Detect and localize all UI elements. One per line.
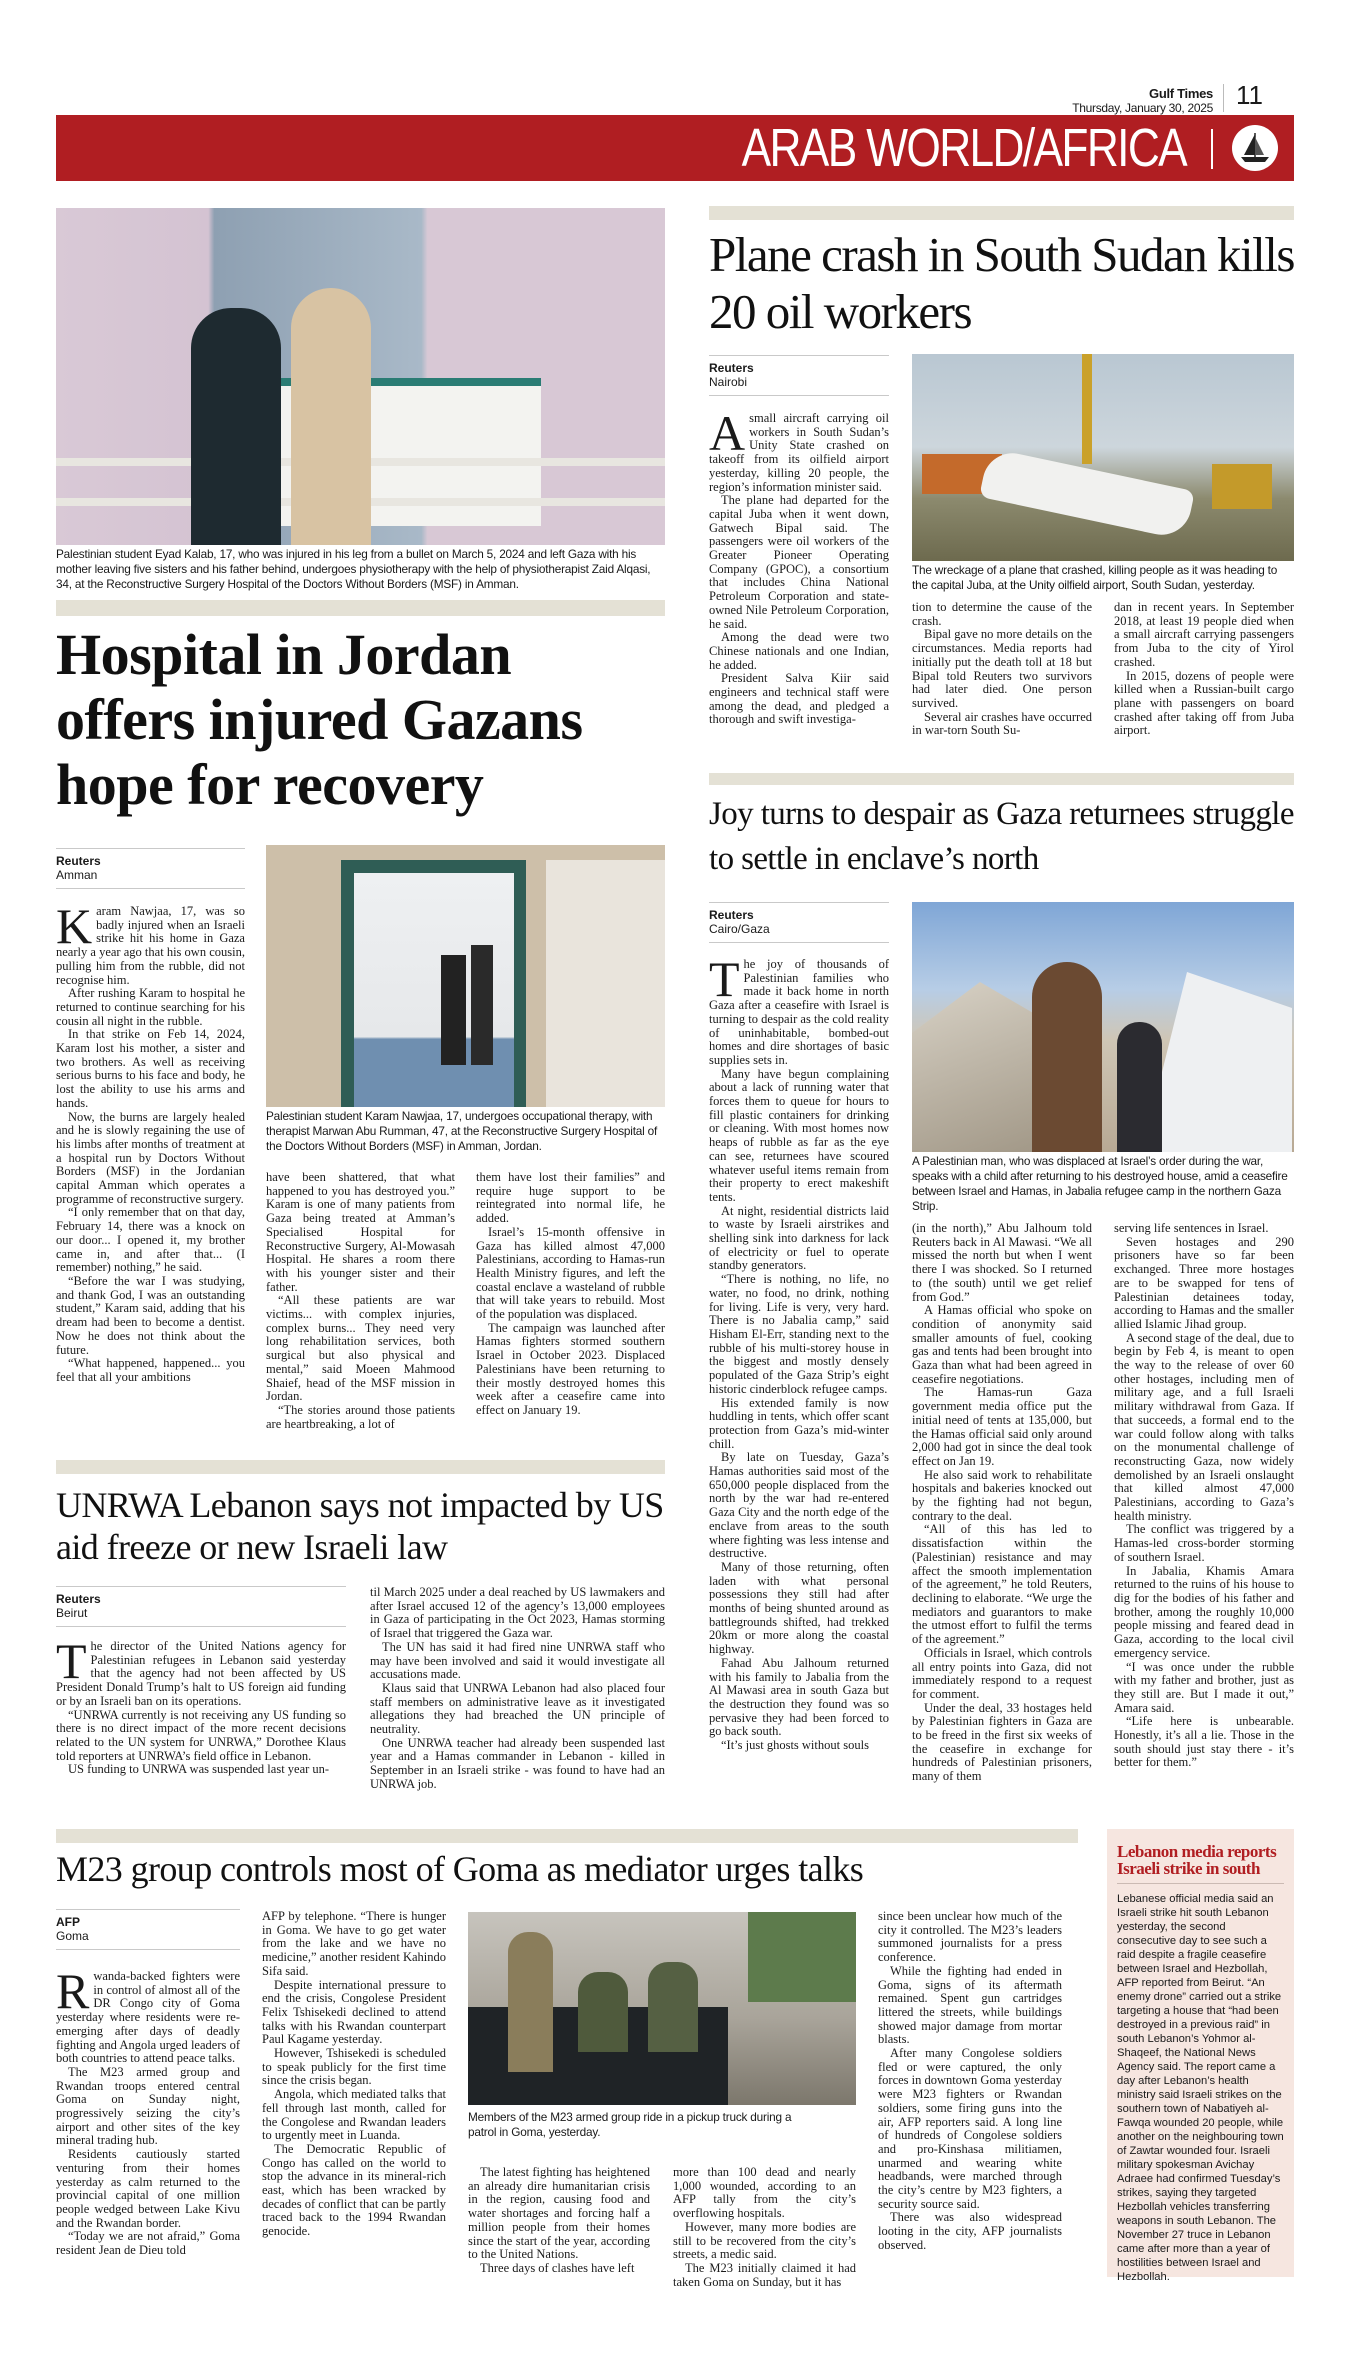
paragraph: A Hamas official who spoke on condition of anonymity said smaller amounts of fuel, cooking gas and tents had been brought into Gaza than what had been agreed in ceasefire negotiations. [912,1303,1092,1386]
plane-wreckage-photo [912,354,1294,561]
byline [709,355,889,396]
paragraph: “There is nothing, no life, no water, no food, no drink, nothing for living. Life is very, very hard. There is no Jabalia camp,” said Hisham El-Err, standing next to the rubble of his multi-storey house in the biggest and mostly densely populated of the Gaza Strip’s eight historic cinderblock refugee camps. [709,1272,889,1396]
paragraph: While the fighting had ended in Goma, signs of its aftermath remained. Spent gun cartridges littered the streets, while buildings showed major damage from mortar blasts. [878,1963,1062,2047]
banner-divider [1211,129,1213,169]
paragraph: The plane had departed for the capital Juba when it went down, Gatwech Bipal said. The passengers were oil workers of the Greater Pioneer Operating Company (GPOC), a consortium that includes China National Petroleum Corporation and state-owned Nile Petroleum Corporation, he said. [709,493,889,631]
byline [56,1909,240,1950]
paragraph: Despite international pressure to end the crisis, Congolese President Felix Tshisekedi declined to attend talks with his Rwandan counterpart Paul Kagame yesterday. [262,1977,446,2047]
paragraph: The joy of thousands of Palestinian families who made it back home in north Gaza after a ceasefire with Israel is turning to despair as the cold reality of uninhabitable, bombed-out homes and dire shortages of basic supplies sets in. [709,951,889,1067]
paragraph: He also said work to rehabilitate hospitals and bakeries knocked out by the fighting had not begun, contrary to the deal. [912,1467,1092,1523]
section-banner [56,115,1294,181]
paragraph: “Life here is unbearable. Honestly, it’s all a lie. Those in the south should just stay there - it’s better for them.” [1114,1714,1294,1770]
text-column [476,1171,665,1437]
paragraph: Now, the burns are largely healed and he is slowly regaining the use of his limbs after months of treatment at a hospital run by Doctors Without Borders (MSF) in the Jordanian capital Amman which operates a programme of reconstructive surgery. [56,1109,245,1206]
paragraph: In Jabalia, Khamis Amara returned to the ruins of his house to dig for the bodies of his father and brother, among the roughly 10,000 people missing and feared dead in Gaza, according to the local civil emergency service. [1114,1563,1294,1660]
paragraph: “All of this has led to dissatisfaction within the (Palestinian) resistance and may affect the smooth implementation of the agreement,” he told Reuters, declining to elaborate. “We urge the mediators and guarantors to make the utmost effort to fulfil the terms of the agreement.” [912,1522,1092,1647]
text-column [878,1910,1062,2300]
paragraph: Angola, which mediated talks that fell through last month, called for the Congolese and Rwandan leaders to urgently meet in Luanda. [262,2087,446,2143]
byline-location: Nairobi [709,375,748,389]
paragraph: The Hamas-run Gaza government media office put the initial need of tents at 135,000, but the Hamas official said only around 2,000 had got in since the deal took effect on Jan 19. [912,1385,1092,1468]
paragraph: Rwanda-backed fighters were in control of almost all of the DR Congo city of Goma yesterday where residents were re-emerging after days of deadly fighting and Angola urged leaders of both countries to attend peace talks. [56,1963,240,2066]
photo-caption: The wreckage of a plane that crashed, killing people as it was heading to the capital Juba, at the Unity oilfield airport, South Sudan, yesterday. [912,563,1278,592]
publication-date: Thursday, January 30, 2025 [1072,101,1213,115]
photo-caption: Palestinian student Karam Nawjaa, 17, undergoes occupational therapy, with therapist Marwan Abu Rumman, 47, at the Reconstructive Surgery Hospital of the Doctors Without Borders (MSF) in Amman, Jordan. [266,1109,658,1153]
paragraph: “Before the war I was studying, and thank God, I was an outstanding student,” Karam said, adding that his dream had been to become a dentist. Now he does not think about the future. [56,1273,245,1357]
byline-location: Amman [56,868,98,882]
text-column [1114,601,1294,761]
paragraph: President Salva Kiir said engineers and technical staff were among the dead, and pledged a thorough and swift investiga- [709,671,889,727]
paragraph: Fahad Abu Jalhoum returned with his family to Jabalia from the Al Mawasi area in south Gaza but the destruction they found was so pervasive they had been forced to go back south. [709,1655,889,1739]
paragraph: Among the dead were two Chinese nationals and one Indian, he added. [709,630,889,672]
paragraph: “I only remember that on that day, February 14, there was a knock on our door... I opened it, my brother came in, and after that... (I remember) nothing,” he said. [56,1205,245,1275]
paragraph: Under the deal, 33 hostages held by Palestinian fighters in Gaza are to be freed in the first six weeks of the ceasefire in exchange for hundreds of Palestinian prisoners, many of them [912,1700,1092,1784]
text-column [1114,1222,1294,1814]
paragraph: dan in recent years. In September 2018, at least 19 people died when a small aircraft carrying passengers from Juba to the city of Yirol crashed. [1114,600,1294,669]
masthead-divider [1223,84,1224,112]
paragraph: “What happened, happened... you feel that all your ambitions [56,1356,245,1384]
text-column [56,1963,240,2350]
paragraph: “I was once under the rubble with my father and brother, just as they still are. But I made it out,” Amara said. [1114,1659,1294,1715]
byline-location: Beirut [56,1606,88,1620]
paragraph: “All these patients are war victims... with complex injuries, complex burns... They need very long rehabilitation services, both surgical but also physical and mental,” said Moeen Mahmood Shaief, head of the MSF mission in Jordan. [266,1293,455,1404]
paragraph: The M23 armed group and Rwandan troops entered central Goma on Sunday night, progressively seizing the city’s airport and other sites of the key mineral trading hub. [56,2064,240,2148]
occupational-therapy-photo [266,845,665,1107]
paragraph: AFP by telephone. “There is hunger in Goma. We have to go get water from the lake and we have no medicine,” another resident Kahindo Sifa said. [262,1909,446,1978]
paragraph: The campaign was launched after Hamas fighters stormed southern Israel in October 2023. Displaced Palestinians have been returning to their mostly destroyed homes this week after a ceasefire came into effect on January 19. [476,1320,665,1417]
paragraph: There was also widespread looting in the city, AFP journalists observed. [878,2210,1062,2252]
photo-caption: Members of the M23 armed group ride in a pickup truck during a patrol in Goma, yesterday. [468,2110,792,2139]
byline [56,848,245,889]
paragraph: “Today we are not afraid,” Goma resident Jean de Dieu told [56,2229,240,2258]
text-column [468,2166,650,2351]
paragraph: “UNRWA currently is not receiving any US funding so there is no direct impact of the more recent decisions related to the UN system for UNRWA,” Dorothee Klaus told reporters at UNRWA’s field office in Lebanon. [56,1707,346,1763]
text-column [912,1222,1092,1814]
text-column [709,951,889,1814]
paragraph: Several air crashes have occurred in war-torn South Su- [912,709,1092,738]
sidebar-title[interactable]: Lebanon media reports Israeli strike in south [1117,1843,1284,1884]
news-brief-sidebar [1107,1829,1294,2283]
byline-location: Goma [56,1929,89,1943]
paragraph: Many have begun complaining about a lack of running water that forces them to queue for hours to fill plastic containers for drinking or cleaning. With most homes now heaps of rubble as far as the eye can see, returnees have scoured whatever useful items remain from their property to erect makeshift tents. [709,1066,889,1204]
sidebar-body: Lebanese official media said an Israeli strike hit south Lebanon yesterday, the second consecutive day to see such a raid despite a fragile ceasefire between Israel and Hezbollah, AFP reported from Beirut. “An enemy drone” carried out a strike targeting a house that “had been destroyed in a previous raid” in south Lebanon’s Yohmor al-Shaqeef, the National News Agency said. The report came a day after Lebanon’s health ministry said Israeli strikes on the southern town of Nabatiyeh al-Fawqa wounded 20 people, while another on the neighbouring town of Zawtar wounded four. Israeli military spokesman Avichay Adraee had confirmed Tuesday’s strikes, saying they targeted Hezbollah vehicles transferring weapons in south Lebanon. The November 27 truce in Lebanon came after more than a year of hostilities between Israel and Hezbollah. [1117,1893,1284,2283]
paragraph: The Democratic Republic of Congo has called on the world to stop the advance in its mineral-rich east, which has been wracked by decades of conflict that can be partly traced back to the 1994 Rwandan genocide. [262,2141,446,2239]
paragraph: The UN has said it had fired nine UNRWA staff who may have been involved and said it would investigate all accusations made. [370,1639,665,1682]
paragraph: Asmall aircraft carrying oil workers in South Sudan’s Unity State crashed on takeoff from its oilfield airport yesterday, killing 20 people, the region’s information minister said. [709,405,889,494]
article-headline[interactable]: UNRWA Lebanon says not impacted by US aid freeze or new Israeli law [56,1485,664,1567]
byline [56,1586,346,1627]
paragraph: Bipal gave no more details on the circumstances. Media reports had initially put the death toll at 18 but Bipal told Reuters two survivors had later died. One person survived. [912,627,1093,710]
byline-agency: Reuters [709,908,754,922]
paragraph: However, Tshisekedi is scheduled to speak publicly for the first time since the crisis began. [262,2046,446,2088]
physiotherapy-photo [56,208,665,545]
paragraph: In that strike on Feb 14, 2024, Karam lost his mother, a sister and two brothers. As well as receiving serious burns to his face and body, he lost the ability to use his arms and hands. [56,1027,245,1110]
text-column [262,1910,446,2300]
section-divider-bar [56,600,665,616]
paragraph: The M23 initially claimed it had taken Goma on Sunday, but it has [673,2260,856,2289]
paragraph: Israel’s 15-month offensive in Gaza has killed almost 47,000 Palestinians, according to Hamas-run Health Ministry figures, and left the coastal enclave a wasteland of rubble that will take years to rebuild. Most of the population was displaced. [476,1224,665,1322]
text-column [56,1633,346,1810]
paragraph: Three days of clashes have left [480,2260,635,2275]
paragraph: One UNRWA teacher had already been suspended last year and a Hamas commander in Lebanon - killed in September in an Israeli strike - was found to have had an UNRWA job. [370,1735,665,1791]
masthead [1000,86,1213,115]
text-column [370,1585,665,1791]
byline [709,902,889,943]
section-divider-bar [709,206,1294,220]
paragraph: Karam Nawjaa, 17, was so badly injured when an Israeli strike hit his home in Gaza nearly a year ago that his own cousin, pulling him from the rubble, did not recognise him. [56,898,245,987]
paragraph: By late on Tuesday, Gaza’s Hamas authorities said most of the 650,000 people displaced from the north by the war had re-entered Gaza City and the north edge of the enclave from areas to the south where fighting was less intense and destructive. [709,1450,889,1561]
byline-agency: Reuters [56,854,101,868]
paragraph: In 2015, dozens of people were killed when a Russian-built cargo plane with passengers on board crashed after taking off from Juba airport. [1114,668,1294,738]
photo-caption: Palestinian student Eyad Kalab, 17, who was injured in his leg from a bullet on March 5, 2024 and left Gaza with his mother leaving five sisters and his father behind, undergoes physiotherapy with the help of physiotherapist Zaid Alqasi, 34, at the Reconstructive Surgery Hospital of the Doctors Without Borders (MSF) in Amman. [56,547,651,591]
article-headline[interactable]: Hospital in Jordan offers injured Gazans hope for recovery [56,622,583,817]
paragraph: The latest fighting has heightened an already dire humanitarian crisis in the region, causing food and water shortages and forcing half a million people from their homes since the start of the year, according to the United Nations. [468,2165,650,2262]
paragraph: Seven hostages and 290 prisoners have so far been exchanged. Three more hostages are to be swapped for tens of Palestinian detainees today, according to Hamas and the smaller allied Islamic Jihad group. [1114,1234,1294,1331]
byline-agency: Reuters [56,1592,101,1606]
publication-name: Gulf Times [1149,86,1213,101]
paragraph: Many of those returning, often laden with what personal possessions they still had after months of being shunted around as battlegrounds shifted, had trekked 20km or more along the coastal highway. [709,1559,889,1657]
paragraph: have been shattered, that what happened to you has destroyed you.” Karam is one of many patients from Gaza being treated at Amman’s Specialised Hospital for Reconstructive Surgery, Al-Mowasah Hospital. He shares a room there with his younger sister and their father. [266,1170,455,1294]
paragraph: tion to determine the cause of the crash. [912,600,1092,628]
paragraph: (in the north),” Abu Jalhoum told Reuters back in Al Mawasi. “We all missed the north but when I went there I was shocked. So I returned to (the south) until we get relief from God.” [912,1221,1092,1304]
section-divider-bar [709,773,1294,785]
dhow-boat-icon [1232,125,1278,171]
paragraph: “The stories around those patients are heartbreaking, a lot of [266,1402,455,1431]
section-divider-bar [56,1460,665,1474]
paragraph: them have lost their families” and require huge support to be reintegrated into normal life, he added. [476,1170,665,1226]
paragraph: “It’s just ghosts without souls [721,1738,869,1753]
paragraph: serving life sentences in Israel. [1114,1221,1269,1235]
paragraph: more than 100 dead and nearly 1,000 wounded, according to an AFP tally from the city’s overflowing hospitals. [673,2165,856,2221]
paragraph: since been unclear how much of the city it controlled. The M23’s leaders summoned journalists for a press conference. [878,1909,1062,1965]
paragraph: The director of the United Nations agency for Palestinian refugees in Lebanon said yesterday that the agency had not been affected by US President Donald Trump’s halt to US foreign aid funding or by an Israeli ban on its operations. [56,1633,346,1708]
photo-caption: A Palestinian man, who was displaced at Israel’s order during the war, speaks with a child after returning to his destroyed house, amid a ceasefire between Israel and Hamas, in Jabalia refugee camp in the northern Gaza Strip. [912,1154,1288,1213]
paragraph: A second stage of the deal, due to begin by Feb 4, is meant to open the way to the release of over 60 other hostages, including men of military age, and a full Israeli military withdrawal from Gaza. If that succeeds, a formal end to the war could follow along with talks on the monumental challenge of reconstructing Gaza, now widely demolished by an Israeli onslaught that killed almost 47,000 Palestinians, according to Gaza’s health ministry. [1114,1330,1295,1523]
section-title: ARAB WORLD/AFRICA [741,118,1186,178]
gaza-returnee-photo [912,902,1294,1152]
article-headline[interactable]: Plane crash in South Sudan kills 20 oil workers [709,227,1294,339]
byline-agency: AFP [56,1915,80,1929]
paragraph: However, many more bodies are still to be recovered from the city’s streets, a medic said. [673,2219,856,2262]
page-number: 11 [1236,80,1263,110]
paragraph: At night, residential districts laid to waste by Israeli airstrikes and shelling sink into darkness for lack of electricity or fuel to operate standby generators. [709,1203,889,1273]
byline-location: Cairo/Gaza [709,922,770,936]
paragraph: After many Congolese soldiers fled or were captured, the only forces in downtown Goma yesterday were M23 fighters or Rwandan soldiers, some firing guns into the air, AFP reporters said. A long line of hundreds of Congolese soldiers and pro-Kinshasa militiamen, unarmed and wearing white headbands, were marched through the city’s centre by M23 fighters, a security source said. [878,2046,1062,2211]
paragraph: Residents cautiously started venturing from their homes yesterday as calm returned to the provincial capital of one million people wedged between Lake Kivu and the Rwandan border. [56,2147,240,2230]
paragraph: Officials in Israel, which controls all entry points into Gaza, did not immediately respond to a request for comment. [912,1645,1092,1701]
paragraph: His extended family is now huddling in tents, which offer scant protection from Gaza’s mid-winter chill. [709,1395,889,1451]
text-column [673,2166,856,2351]
byline-agency: Reuters [709,361,754,375]
text-column [709,405,889,764]
section-divider-bar [56,1829,1078,1843]
paragraph: After rushing Karam to hospital he returned to continue searching for his cousin all night in the rubble. [56,986,245,1028]
m23-patrol-photo [468,1912,856,2105]
paragraph: The conflict was triggered by a Hamas-led cross-border storming of southern Israel. [1114,1522,1294,1564]
text-column [912,601,1092,761]
text-column [266,1171,455,1437]
article-headline[interactable]: Joy turns to despair as Gaza returnees struggle to settle in enclave’s north [709,796,1294,877]
paragraph: til March 2025 under a deal reached by US lawmakers and after Israel accused 12 of the agency’s 13,000 employees in Gaza of participating in the Oct 2023, Hamas storming of Israel that triggered the Gaza war. [370,1585,665,1641]
text-column [56,898,245,1437]
paragraph: Klaus said that UNRWA Lebanon had also placed four staff members on administrative leave as it investigated allegations they had breached the UN principle of neutrality. [370,1680,665,1737]
article-headline[interactable]: M23 group controls most of Goma as mediator urges talks [56,1849,864,1889]
paragraph: US funding to UNRWA was suspended last year un- [68,1762,330,1777]
